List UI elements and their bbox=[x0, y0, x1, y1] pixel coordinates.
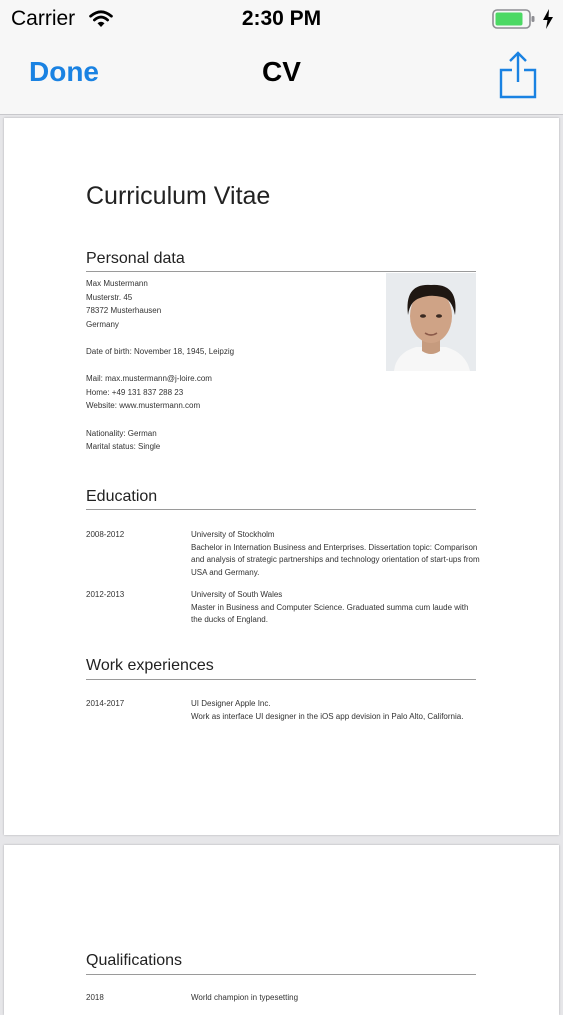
section-divider bbox=[86, 271, 476, 272]
nav-title: CV bbox=[262, 56, 301, 87]
qualification-entry-1: World champion in typesetting bbox=[191, 993, 299, 1002]
education-entry-1-line: Bachelor in Internation Business and Enterprises. Dissertation topic: Comparison bbox=[191, 542, 478, 552]
work-date-1: 2014-2017 bbox=[86, 699, 125, 708]
personal-city: 78372 Musterhausen bbox=[86, 306, 162, 315]
personal-nationality: Nationality: German bbox=[86, 429, 157, 438]
personal-marital: Marital status: Single bbox=[86, 442, 161, 451]
status-bar bbox=[0, 0, 563, 38]
personal-street: Musterstr. 45 bbox=[86, 293, 133, 302]
qualifications-heading: Qualifications bbox=[86, 952, 183, 969]
share-icon[interactable] bbox=[497, 50, 539, 100]
section-divider bbox=[86, 679, 476, 680]
status-time: 2:30 PM bbox=[241, 7, 322, 30]
cv-title: Curriculum Vitae bbox=[86, 182, 271, 210]
education-entry-1-line: USA and Germany. bbox=[191, 567, 260, 577]
education-entry-1-line: and analysis of strategic partnerships and technology orientation of start-ups from bbox=[191, 555, 480, 564]
qualification-date-1: 2018 bbox=[86, 993, 104, 1002]
work-entry-1-line: UI Designer Apple Inc. bbox=[191, 699, 271, 708]
work-entry-1-line: Work as interface UI designer in the iOS app devision in Palo Alto, California. bbox=[191, 711, 464, 721]
personal-country: Germany bbox=[86, 320, 119, 329]
personal-website: Website: www.mustermann.com bbox=[86, 401, 201, 410]
personal-birth: Date of birth: November 18, 1945, Leipzig bbox=[86, 347, 235, 356]
navigation-bar bbox=[0, 38, 563, 115]
personal-data-heading: Personal data bbox=[86, 250, 185, 267]
work-heading: Work experiences bbox=[86, 657, 214, 674]
education-entry-1-line: University of Stockholm bbox=[191, 530, 275, 539]
cv-page-2 bbox=[4, 845, 559, 1015]
profile-photo bbox=[386, 273, 476, 371]
personal-mail: Mail: max.mustermann@j-loire.com bbox=[86, 374, 212, 383]
education-entry-1 bbox=[191, 529, 481, 579]
carrier-label: Carrier bbox=[11, 7, 76, 30]
cv-page-1 bbox=[4, 118, 559, 835]
education-entry-2 bbox=[191, 589, 481, 627]
education-entry-2-line: Master in Business and Computer Science. Graduated summa cum laude with bbox=[191, 602, 469, 612]
section-divider bbox=[86, 974, 476, 975]
education-heading: Education bbox=[86, 488, 158, 505]
education-date-2: 2012-2013 bbox=[86, 590, 125, 599]
done-button[interactable]: Done bbox=[29, 56, 99, 87]
section-divider bbox=[86, 509, 476, 510]
personal-name: Max Mustermann bbox=[86, 279, 148, 288]
charging-icon bbox=[542, 9, 554, 29]
education-entry-2-line: University of South Wales bbox=[191, 590, 283, 599]
work-entry-1 bbox=[191, 698, 481, 723]
education-entry-2-line: the ducks of England. bbox=[191, 615, 268, 624]
personal-phone: Home: +49 131 837 288 23 bbox=[86, 388, 184, 397]
battery-icon bbox=[492, 9, 536, 29]
education-date-1: 2008-2012 bbox=[86, 530, 125, 539]
